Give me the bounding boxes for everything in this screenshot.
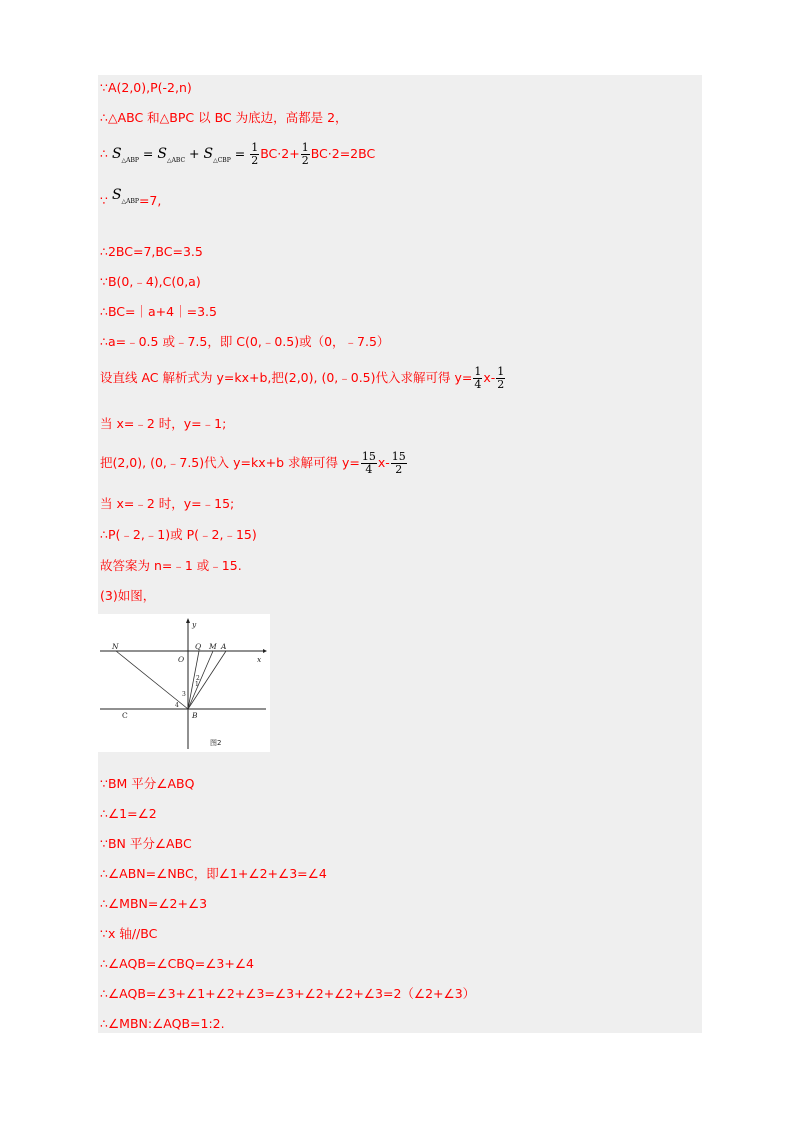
x-axis-arrow bbox=[263, 649, 267, 653]
proof-line-9: ∴∠MBN:∠AQB=1:2. bbox=[100, 1016, 225, 1031]
figure-caption: 图2 bbox=[210, 739, 222, 747]
line-area-equation: ∴ $S_{\triangle ABP} = S_{\triangle ABC} + S_{\triangle CBP}$ = $\frac{1}{2}$ BC·2+ $\frac{1}{2}$ BC·2=2BC bbox=[100, 141, 376, 167]
line-p-points: ∴P(﹣2,﹣1)或 P(﹣2,﹣15) bbox=[100, 527, 257, 542]
line-area-value: ∵ $S_{\triangle ABP}=7$, bbox=[100, 187, 162, 208]
fraction-half: $\frac{1}{2}$ bbox=[251, 141, 259, 167]
segment-bm bbox=[188, 651, 213, 709]
line-part3: (3)如图， bbox=[100, 588, 156, 603]
label-m: M bbox=[209, 642, 217, 651]
label-y: y bbox=[192, 620, 197, 629]
label-b: B bbox=[192, 711, 198, 720]
label-a: A bbox=[221, 642, 227, 651]
proof-line-3: ∵BN 平分∠ABC bbox=[100, 836, 192, 851]
label-c: C bbox=[122, 711, 128, 720]
line-triangles: ∴△ABC 和△BPC 以 BC 为底边，高都是 2， bbox=[100, 110, 348, 125]
label-o: O bbox=[178, 655, 185, 664]
content-panel bbox=[98, 75, 702, 1033]
angle-label-3: 3 bbox=[182, 691, 186, 698]
proof-line-2: ∴∠1=∠2 bbox=[100, 806, 157, 821]
proof-line-6: ∵x 轴//BC bbox=[100, 926, 158, 941]
proof-line-1: ∵BM 平分∠ABQ bbox=[100, 776, 195, 791]
y-axis-arrow bbox=[186, 618, 190, 623]
proof-line-8: ∴∠AQB=∠3+∠1+∠2+∠3=∠3+∠2+∠2+∠3=2（∠2+∠3） bbox=[100, 986, 476, 1001]
line-second-equation: 把(2,0), (0,﹣7.5)代入 y=kx+b 求解可得 y= $\frac{15}{4}$ x- $\frac{15}{2}$ bbox=[100, 450, 406, 476]
geometry-figure bbox=[98, 614, 270, 752]
angle-label-2: 2 bbox=[196, 675, 200, 682]
label-x: x bbox=[257, 655, 262, 664]
line-ac-equation: 设直线 AC 解析式为 y=kx+b,把(2,0), (0,﹣0.5)代入求解可得 y= $\frac{1}{4}$ x- $\frac{1}{2}$ bbox=[100, 365, 505, 391]
line-b-c-points: ∵B(0,﹣4),C(0,a) bbox=[100, 274, 201, 289]
line-y-minus15: 当 x=﹣2 时，y=﹣15; bbox=[100, 496, 235, 511]
line-y-minus1: 当 x=﹣2 时，y=﹣1; bbox=[100, 416, 227, 431]
label-q: Q bbox=[195, 642, 202, 651]
angle-label-4: 4 bbox=[175, 702, 179, 709]
line-bc-abs: ∴BC=｜a+4｜=3.5 bbox=[100, 304, 217, 319]
proof-line-4: ∴∠ABN=∠NBC，即∠1+∠2+∠3=∠4 bbox=[100, 866, 327, 881]
line-bc-value: ∴2BC=7,BC=3.5 bbox=[100, 244, 203, 259]
label-n: N bbox=[112, 642, 119, 651]
proof-line-7: ∴∠AQB=∠CBQ=∠3+∠4 bbox=[100, 956, 254, 971]
fraction-half: $\frac{1}{2}$ bbox=[301, 141, 309, 167]
proof-line-5: ∴∠MBN=∠2+∠3 bbox=[100, 896, 208, 911]
line-given-points: ∵A(2,0),P(-2,n) bbox=[100, 80, 192, 95]
line-a-values: ∴a=﹣0.5 或﹣7.5，即 C(0,﹣0.5)或（0，﹣7.5） bbox=[100, 334, 390, 349]
line-answer: 故答案为 n=﹣1 或﹣15. bbox=[100, 558, 242, 573]
angle-label-1: 1 bbox=[195, 681, 199, 688]
